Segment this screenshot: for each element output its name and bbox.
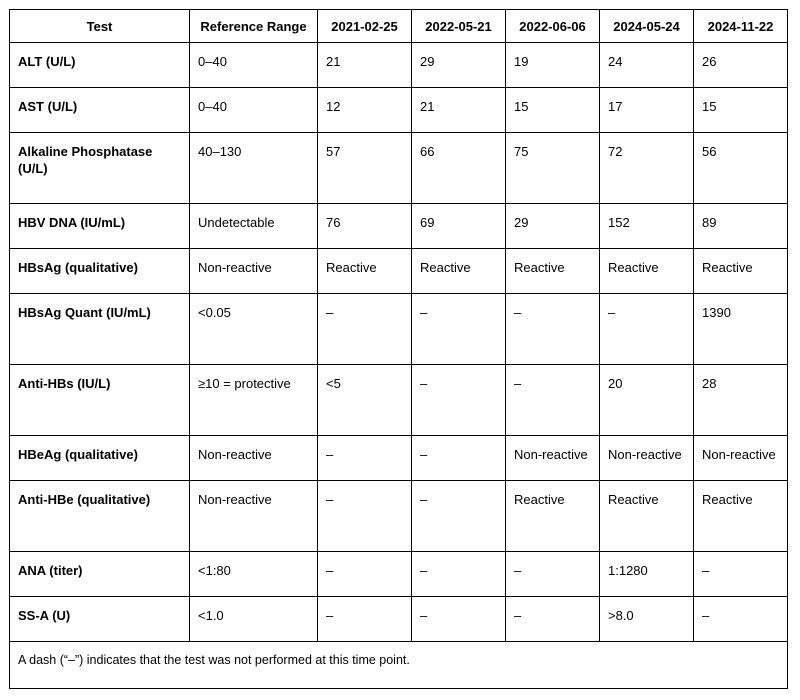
result-cell: 72 — [600, 133, 694, 204]
result-cell: – — [318, 294, 412, 365]
result-cell: 24 — [600, 43, 694, 88]
result-cell: – — [600, 294, 694, 365]
footnote-row — [10, 642, 788, 689]
result-cell: 69 — [412, 204, 506, 249]
result-cell: 15 — [694, 88, 788, 133]
reference-range: <0.05 — [190, 294, 318, 365]
footnote: A dash (“–”) indicates that the test was not performed at this time point. — [10, 642, 788, 689]
reference-range: Non-reactive — [190, 436, 318, 481]
result-cell: – — [412, 294, 506, 365]
result-cell: Reactive — [600, 249, 694, 294]
result-cell: 21 — [318, 43, 412, 88]
table-row — [10, 204, 788, 249]
result-cell: 76 — [318, 204, 412, 249]
result-cell: 20 — [600, 365, 694, 436]
result-cell: 15 — [506, 88, 600, 133]
header-reference-range: Reference Range — [190, 10, 318, 43]
result-cell: – — [318, 597, 412, 642]
result-cell: – — [506, 552, 600, 597]
result-cell: Non-reactive — [506, 436, 600, 481]
table-row — [10, 43, 788, 88]
result-cell: 29 — [412, 43, 506, 88]
result-cell: – — [694, 552, 788, 597]
table-row — [10, 294, 788, 365]
test-name: Alkaline Phosphatase (U/L) — [10, 133, 190, 204]
lab-results-table — [9, 9, 788, 689]
test-name: HBsAg (qualitative) — [10, 249, 190, 294]
result-cell: – — [506, 294, 600, 365]
header-date: 2021-02-25 — [318, 10, 412, 43]
test-name: AST (U/L) — [10, 88, 190, 133]
result-cell: <5 — [318, 365, 412, 436]
result-cell: 12 — [318, 88, 412, 133]
result-cell: – — [412, 552, 506, 597]
result-cell: – — [412, 597, 506, 642]
result-cell: 28 — [694, 365, 788, 436]
header-date: 2024-05-24 — [600, 10, 694, 43]
test-name: SS-A (U) — [10, 597, 190, 642]
reference-range: 40–130 — [190, 133, 318, 204]
result-cell: – — [318, 552, 412, 597]
table-row — [10, 365, 788, 436]
result-cell: Non-reactive — [600, 436, 694, 481]
reference-range: 0–40 — [190, 43, 318, 88]
result-cell: – — [412, 365, 506, 436]
reference-range: ≥10 = protective — [190, 365, 318, 436]
result-cell: 56 — [694, 133, 788, 204]
test-name: HBeAg (qualitative) — [10, 436, 190, 481]
table-row — [10, 552, 788, 597]
result-cell: – — [506, 365, 600, 436]
result-cell: Reactive — [506, 249, 600, 294]
result-cell: Reactive — [694, 481, 788, 552]
result-cell: – — [412, 481, 506, 552]
table-row — [10, 597, 788, 642]
result-cell: 75 — [506, 133, 600, 204]
test-name: HBV DNA (IU/mL) — [10, 204, 190, 249]
reference-range: <1:80 — [190, 552, 318, 597]
test-name: ANA (titer) — [10, 552, 190, 597]
result-cell: – — [318, 481, 412, 552]
result-cell: Reactive — [600, 481, 694, 552]
table-row — [10, 133, 788, 204]
result-cell: Reactive — [694, 249, 788, 294]
result-cell: Reactive — [318, 249, 412, 294]
result-cell: – — [694, 597, 788, 642]
header-date: 2024-11-22 — [694, 10, 788, 43]
reference-range: Undetectable — [190, 204, 318, 249]
result-cell: 89 — [694, 204, 788, 249]
test-name: HBsAg Quant (IU/mL) — [10, 294, 190, 365]
table-row — [10, 436, 788, 481]
header-date: 2022-05-21 — [412, 10, 506, 43]
result-cell: 57 — [318, 133, 412, 204]
test-name: ALT (U/L) — [10, 43, 190, 88]
result-cell: 19 — [506, 43, 600, 88]
result-cell: Non-reactive — [694, 436, 788, 481]
header-row — [10, 10, 788, 43]
lab-results-container — [9, 9, 788, 689]
result-cell: – — [318, 436, 412, 481]
result-cell: – — [506, 597, 600, 642]
result-cell: 26 — [694, 43, 788, 88]
test-name: Anti-HBs (IU/L) — [10, 365, 190, 436]
result-cell: Reactive — [412, 249, 506, 294]
result-cell: 1:1280 — [600, 552, 694, 597]
table-row — [10, 88, 788, 133]
header-date: 2022-06-06 — [506, 10, 600, 43]
table-row — [10, 481, 788, 552]
reference-range: <1.0 — [190, 597, 318, 642]
result-cell: – — [412, 436, 506, 481]
result-cell: 1390 — [694, 294, 788, 365]
reference-range: 0–40 — [190, 88, 318, 133]
table-row — [10, 249, 788, 294]
result-cell: >8.0 — [600, 597, 694, 642]
result-cell: 21 — [412, 88, 506, 133]
header-test: Test — [10, 10, 190, 43]
reference-range: Non-reactive — [190, 481, 318, 552]
reference-range: Non-reactive — [190, 249, 318, 294]
result-cell: Reactive — [506, 481, 600, 552]
result-cell: 66 — [412, 133, 506, 204]
result-cell: 29 — [506, 204, 600, 249]
result-cell: 152 — [600, 204, 694, 249]
result-cell: 17 — [600, 88, 694, 133]
test-name: Anti-HBe (qualitative) — [10, 481, 190, 552]
